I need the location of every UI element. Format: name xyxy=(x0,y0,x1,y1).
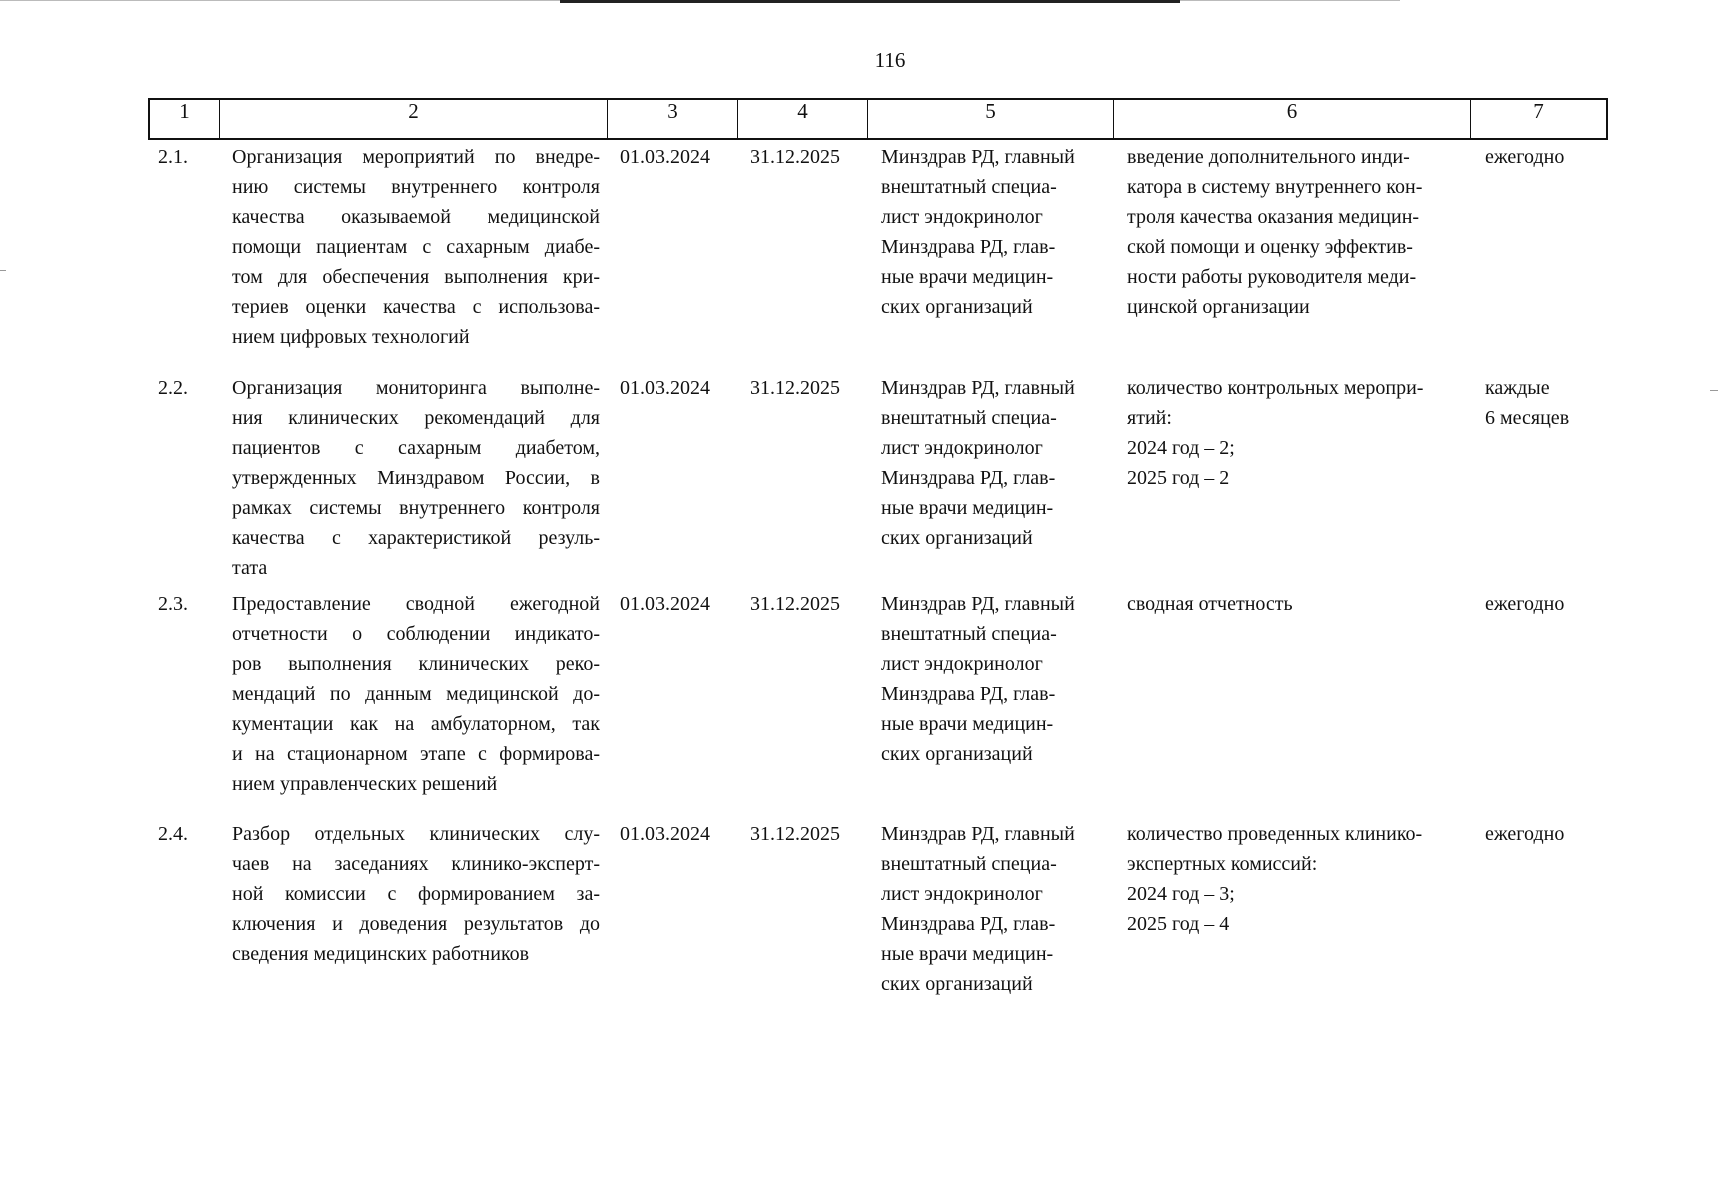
row-end-date: 31.12.2025 xyxy=(750,146,840,168)
scan-margin-mark xyxy=(1710,390,1718,391)
row-result: сводная отчетность xyxy=(1127,593,1293,615)
row-number: 2.2. xyxy=(158,377,188,399)
row-responsible: Минздрав РД, главный внештатный специа- лист эндокринолог Минздрава РД, глав- ные врачи медицин- ских организаций xyxy=(881,377,1075,549)
column-header-6: 6 xyxy=(1114,100,1471,138)
column-header-5: 5 xyxy=(868,100,1114,138)
row-responsible: Минздрав РД, главный внештатный специа- лист эндокринолог Минздрава РД, глав- ные врачи медицин- ских организаций xyxy=(881,823,1075,995)
row-start-date: 01.03.2024 xyxy=(620,377,710,399)
row-result: количество контрольных меропри- ятий: 2024 год – 2; 2025 год – 2 xyxy=(1127,377,1424,489)
row-result: количество проведенных клинико- экспертных комиссий: 2024 год – 3; 2025 год – 4 xyxy=(1127,823,1423,935)
column-header-row xyxy=(148,98,1608,140)
row-end-date: 31.12.2025 xyxy=(750,593,840,615)
row-start-date: 01.03.2024 xyxy=(620,593,710,615)
row-period: ежегодно xyxy=(1485,146,1565,168)
row-period: каждые 6 месяцев xyxy=(1485,377,1570,429)
row-start-date: 01.03.2024 xyxy=(620,823,710,845)
row-responsible: Минздрав РД, главный внештатный специа- лист эндокринолог Минздрава РД, глав- ные врачи медицин- ских организаций xyxy=(881,146,1075,318)
row-description: Предоставление сводной ежегодной отчетности о соблюдении индикато- ров выполнения клинических реко- мендаций по данным медицинской до- кументации как на амбулаторном, так и на стационарном этапе с формирова- нием управленческих решений xyxy=(232,593,600,795)
row-responsible: Минздрав РД, главный внештатный специа- лист эндокринолог Минздрава РД, глав- ные врачи медицин- ских организаций xyxy=(881,593,1075,765)
row-description: Организация мониторинга выполне- ния клинических рекомендаций для пациентов с сахарным диабетом, утвержденных Минздравом России, в рамках системы внутреннего контроля качества с характеристикой резуль- тата xyxy=(232,377,600,579)
row-end-date: 31.12.2025 xyxy=(750,823,840,845)
row-description: Разбор отдельных клинических слу- чаев на заседаниях клинико-эксперт- ной комиссии с формированием за- ключения и доведения результатов до сведения медицинских работников xyxy=(232,823,600,965)
row-number: 2.3. xyxy=(158,593,188,615)
scan-edge-dark xyxy=(560,0,1180,3)
row-period: ежегодно xyxy=(1485,823,1565,845)
row-result: введение дополнительного инди- катора в систему внутреннего кон- троля качества оказания медицин- ской помощи и оценку эффектив- ности работы руководителя меди- цинской организации xyxy=(1127,146,1423,318)
column-header-2: 2 xyxy=(220,100,608,138)
column-header-1: 1 xyxy=(150,100,220,138)
row-start-date: 01.03.2024 xyxy=(620,146,710,168)
column-header-7: 7 xyxy=(1533,99,1544,123)
column-header-4: 4 xyxy=(738,100,868,138)
page-number: 116 xyxy=(874,48,906,72)
row-end-date: 31.12.2025 xyxy=(750,377,840,399)
row-period: ежегодно xyxy=(1485,593,1565,615)
column-header-3: 3 xyxy=(608,100,738,138)
scan-margin-mark xyxy=(0,270,6,271)
row-number: 2.4. xyxy=(158,823,188,845)
row-description: Организация мероприятий по внедре- нию системы внутреннего контроля качества оказываемой медицинской помощи пациентам с сахарным диабе- том для обеспечения выполнения кри- териев оценки качества с использова- нием цифровых технологий xyxy=(232,146,600,348)
row-number: 2.1. xyxy=(158,146,188,168)
